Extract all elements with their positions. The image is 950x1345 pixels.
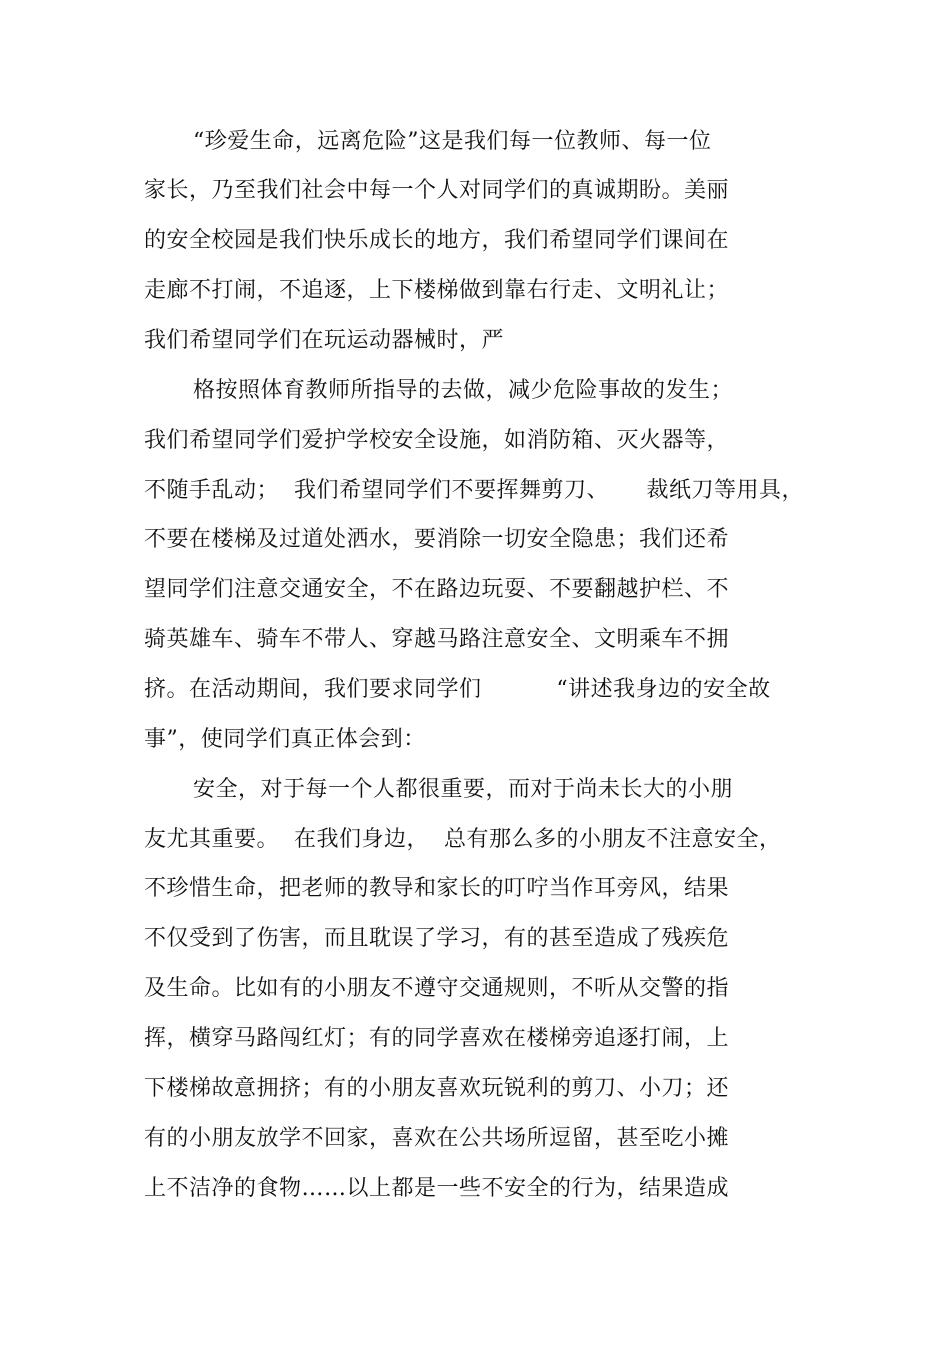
paragraph-line: “珍爱生命，远离危险”这是我们每一位教师、每一位 bbox=[193, 129, 712, 154]
paragraph-line: 家长，乃至我们社会中每一个人对同学们的真诚期盼。美丽 bbox=[144, 178, 730, 203]
paragraph-line: 我们希望同学们在玩运动器械时，严 bbox=[144, 328, 505, 353]
paragraph-line: 不珍惜生命，把老师的教导和家长的叮咛当作耳旁风，结果 bbox=[144, 876, 730, 901]
paragraph-line: 及生命。比如有的小朋友不遵守交通规则，不听从交警的指 bbox=[144, 976, 730, 1001]
paragraph-line: 挤。在活动期间，我们要求同学们 “讲述我身边的安全故 bbox=[144, 677, 771, 702]
paragraph-line: 的安全校园是我们快乐成长的地方，我们希望同学们课间在 bbox=[144, 228, 730, 253]
paragraph-line: 友尤其重要。 在我们身边， 总有那么多的小朋友不注意安全， bbox=[144, 827, 782, 852]
paragraph-line: 有的小朋友放学不回家，喜欢在公共场所逗留，甚至吃小摊 bbox=[144, 1126, 730, 1151]
paragraph-line: 我们希望同学们爱护学校安全设施，如消防箱、灭火器等， bbox=[144, 428, 730, 453]
paragraph-line: 格按照体育教师所指导的去做，减少危险事故的发生； bbox=[193, 378, 734, 403]
paragraph-line: 不随手乱动； 我们希望同学们不要挥舞剪刀、 裁纸刀等用具， bbox=[144, 478, 804, 503]
paragraph-line: 上不洁净的食物……以上都是一些不安全的行为，结果造成 bbox=[144, 1176, 730, 1201]
paragraph-line: 事”，使同学们真正体会到： bbox=[144, 727, 426, 752]
paragraph-line: 安全，对于每一个人都很重要，而对于尚未长大的小朋 bbox=[193, 777, 734, 802]
paragraph-line: 望同学们注意交通安全，不在路边玩耍、不要翻越护栏、不 bbox=[144, 577, 730, 602]
paragraph-line: 骑英雄车、骑车不带人、穿越马路注意安全、文明乘车不拥 bbox=[144, 627, 730, 652]
paragraph-line: 下楼梯故意拥挤；有的小朋友喜欢玩锐利的剪刀、小刀；还 bbox=[144, 1076, 730, 1101]
paragraph-line: 走廊不打闹，不追逐，上下楼梯做到靠右行走、文明礼让； bbox=[144, 278, 730, 303]
paragraph-line: 不要在楼梯及过道处洒水，要消除一切安全隐患；我们还希 bbox=[144, 527, 730, 552]
paragraph-line: 挥，横穿马路闯红灯；有的同学喜欢在楼梯旁追逐打闹，上 bbox=[144, 1026, 730, 1051]
paragraph-line: 不仅受到了伤害，而且耽误了学习，有的甚至造成了残疾危 bbox=[144, 926, 730, 951]
